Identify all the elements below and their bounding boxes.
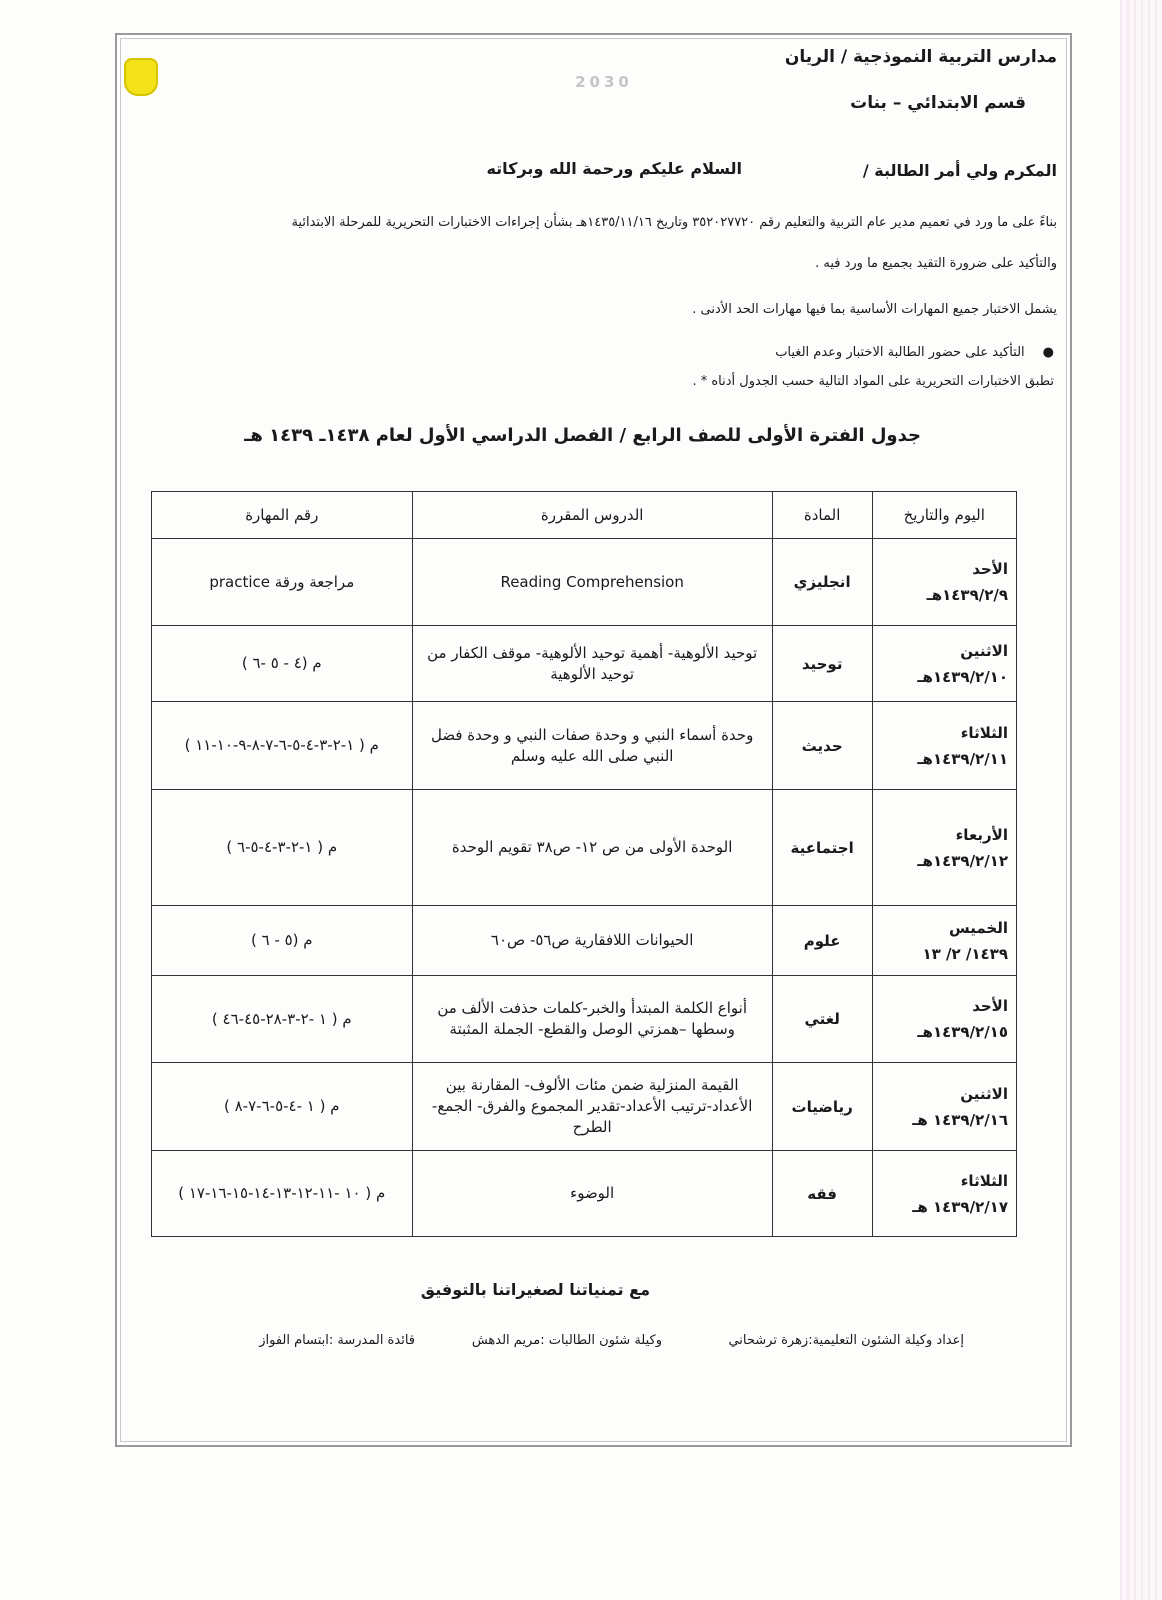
table-row bbox=[152, 1151, 1017, 1237]
subject-cell: اجتماعية bbox=[772, 790, 872, 906]
day-cell: الأحد ١٤٣٩/٢/٩هـ bbox=[872, 539, 1017, 626]
skills-cell: مراجعة ورقة practice bbox=[152, 539, 413, 626]
subject-cell: رياضيات bbox=[772, 1063, 872, 1151]
day-cell: الثلاثاء ١٤٣٩/٢/١١هـ bbox=[872, 702, 1017, 790]
bullet-attendance: ●التأكيد على حضور الطالبة الاختبار وعدم الغياب bbox=[775, 345, 1054, 360]
skills-cell: م ( ١-٢-٣-٤-٥-٦-٧-٨-٩-١٠-١١ ) bbox=[152, 702, 413, 790]
header-day: اليوم والتاريخ bbox=[872, 492, 1017, 539]
day-cell: الاثنين ١٤٣٩/٢/١٦ هـ bbox=[872, 1063, 1017, 1151]
day-cell: الثلاثاء ١٤٣٩/٢/١٧ هـ bbox=[872, 1151, 1017, 1237]
header-skills: رقم المهارة bbox=[152, 492, 413, 539]
day-cell: الأحد ١٤٣٩/٢/١٥هـ bbox=[872, 976, 1017, 1063]
table-row bbox=[152, 539, 1017, 626]
table-row bbox=[152, 790, 1017, 906]
day-cell: الخميس ١٤٣٩/ ٢/ ١٣ bbox=[872, 906, 1017, 976]
table-header-row bbox=[152, 492, 1017, 539]
header-lessons: الدروس المقررة bbox=[412, 492, 772, 539]
table-row bbox=[152, 626, 1017, 702]
lessons-cell: وحدة أسماء النبي و وحدة صفات النبي و وحدة فضل النبي صلى الله عليه وسلم bbox=[412, 702, 772, 790]
subject-cell: فقه bbox=[772, 1151, 872, 1237]
skills-cell: م ( ١-٢-٣-٤-٥-٦ ) bbox=[152, 790, 413, 906]
table-row bbox=[152, 906, 1017, 976]
signature-prepared-by: إعداد وكيلة الشئون التعليمية:زهرة ترشحاني bbox=[728, 1333, 964, 1348]
bullet-schedule: تطبق الاختبارات التحريرية على المواد التالية حسب الجدول أدناه * . bbox=[692, 374, 1054, 389]
closing-wish: مع تمنياتنا لصغيراتنا بالتوفيق bbox=[420, 1280, 650, 1299]
lessons-cell: القيمة المنزلية ضمن مئات الألوف- المقارنة بين الأعداد-ترتيب الأعداد-تقدير المجموع والفرق- الجمع-الطرح bbox=[412, 1063, 772, 1151]
vision-2030-logo: 2030 bbox=[575, 73, 633, 91]
lessons-cell: توحيد الألوهية- أهمية توحيد الألوهية- موقف الكفار من توحيد الألوهية bbox=[412, 626, 772, 702]
subject-cell: علوم bbox=[772, 906, 872, 976]
lessons-cell: الحيوانات اللافقارية ص٥٦- ص٦٠ bbox=[412, 906, 772, 976]
department-name: قسم الابتدائي – بنات bbox=[850, 93, 1026, 113]
greeting-line: السلام عليكم ورحمة الله وبركاته bbox=[486, 159, 742, 178]
school-name: مدارس التربية النموذجية / الريان bbox=[784, 47, 1057, 67]
signature-principal: قائدة المدرسة :ابتسام الفواز bbox=[259, 1333, 415, 1348]
subject-cell: انجليزي bbox=[772, 539, 872, 626]
table-row bbox=[152, 702, 1017, 790]
exam-schedule-table bbox=[151, 491, 1017, 1237]
table-row bbox=[152, 1063, 1017, 1151]
page-edge-stripes bbox=[1120, 0, 1162, 1600]
signature-students-affairs: وكيلة شئون الطالبات :مريم الدهش bbox=[471, 1333, 662, 1348]
lessons-cell: الوضوء bbox=[412, 1151, 772, 1237]
lessons-cell: الوحدة الأولى من ص ١٢- ص٣٨ تقويم الوحدة bbox=[412, 790, 772, 906]
schedule-title: جدول الفترة الأولى للصف الرابع / الفصل الدراسي الأول لعام ١٤٣٨ـ ١٤٣٩ هـ bbox=[244, 425, 921, 446]
skills-cell: م ( ١ -٢-٣-٢٨-٤٥-٤٦ ) bbox=[152, 976, 413, 1063]
lessons-cell: أنواع الكلمة المبتدأ والخبر-كلمات حذفت الألف من وسطها –همزتي الوصل والقطع- الجملة المثبتة bbox=[412, 976, 772, 1063]
paragraph-skills: يشمل الاختبار جميع المهارات الأساسية بما فيها مهارات الحد الأدنى . bbox=[692, 302, 1057, 317]
subject-cell: حديث bbox=[772, 702, 872, 790]
paragraph-compliance: والتأكيد على ضرورة التقيد بجميع ما ورد فيه . bbox=[815, 256, 1057, 271]
table-row bbox=[152, 976, 1017, 1063]
school-badge-icon bbox=[124, 58, 158, 96]
skills-cell: م (٤ - ٥ -٦ ) bbox=[152, 626, 413, 702]
header-subject: المادة bbox=[772, 492, 872, 539]
day-cell: الاثنين ١٤٣٩/٢/١٠هـ bbox=[872, 626, 1017, 702]
skills-cell: م (٥ - ٦ ) bbox=[152, 906, 413, 976]
subject-cell: لغتي bbox=[772, 976, 872, 1063]
subject-cell: توحيد bbox=[772, 626, 872, 702]
paragraph-circular: بناءً على ما ورد في تعميم مدير عام التربية والتعليم رقم ٣٥٢٠٢٧٧٢٠ وتاريخ ١٤٣٥/١١/١٦هـ بشأن إجراءات الاختبارات التحريرية للمرحلة الابتدائية bbox=[291, 215, 1057, 230]
addressee-line: المكرم ولي أمر الطالبة / bbox=[862, 161, 1057, 180]
day-cell: الأربعاء ١٤٣٩/٢/١٢هـ bbox=[872, 790, 1017, 906]
skills-cell: م ( ١٠ -١١-١٢-١٣-١٤-١٥-١٦-١٧ ) bbox=[152, 1151, 413, 1237]
lessons-cell: Reading Comprehension bbox=[412, 539, 772, 626]
skills-cell: م ( ١ -٤-٥-٦-٧-٨ ) bbox=[152, 1063, 413, 1151]
